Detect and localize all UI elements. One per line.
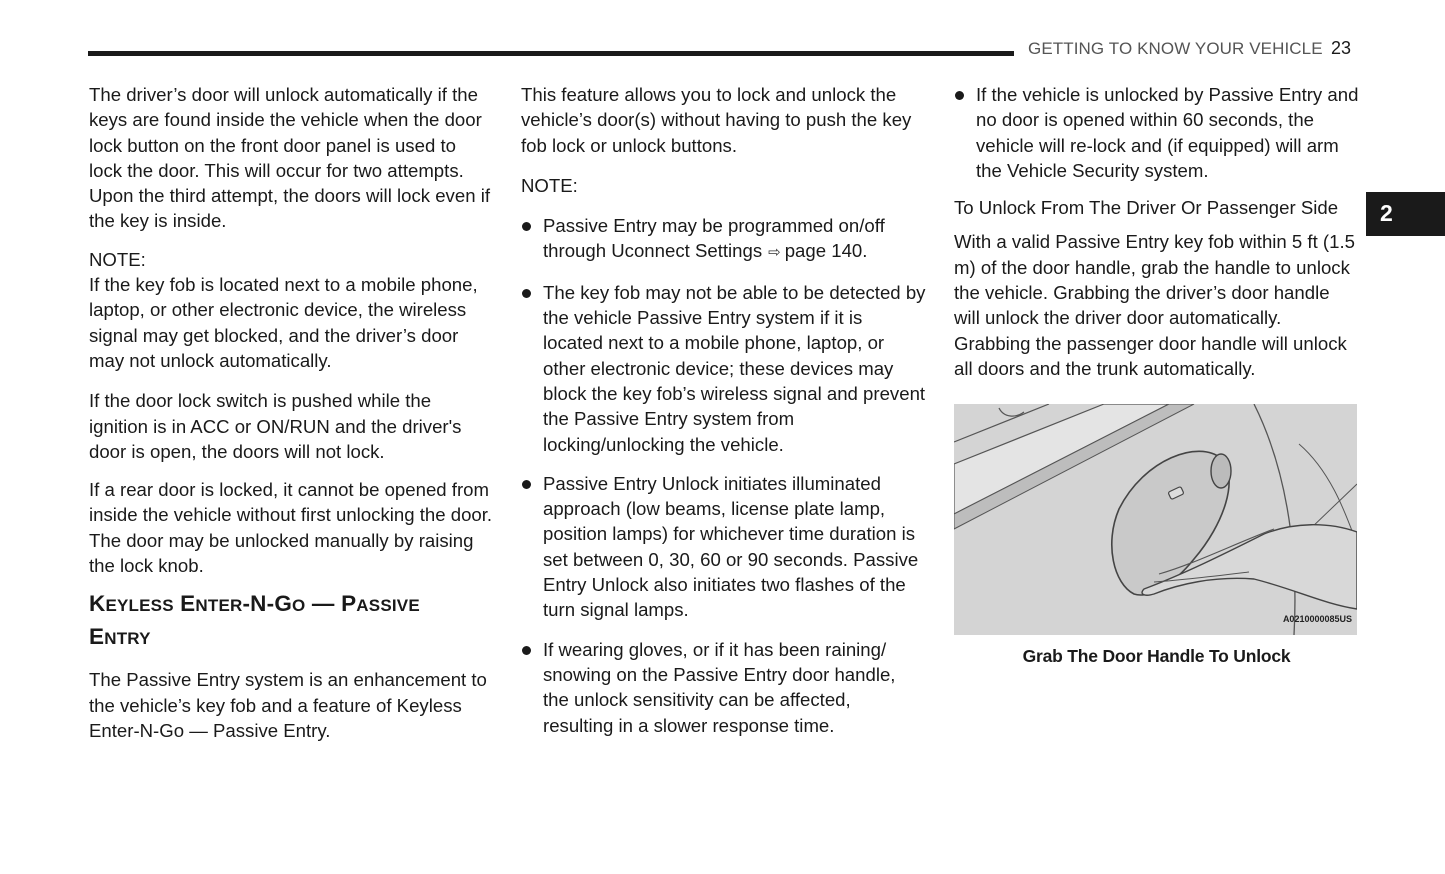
bullet-icon [955, 91, 964, 100]
page-reference-link[interactable]: page 140. [784, 240, 868, 262]
bullet-icon [522, 480, 531, 489]
col2-note-label: NOTE: [521, 174, 578, 196]
col2-paragraph-1: This feature allows you to lock and unlock the vehicle’s door(s) without having to push the key fob lock or unlock buttons. [521, 84, 912, 156]
column-1 [89, 82, 494, 743]
bullet-icon [522, 222, 531, 231]
figure-caption: Grab The Door Handle To Unlock [1022, 646, 1291, 667]
list-item: If the vehicle is unlocked by Passive Entry and no door is opened within 60 seconds, the vehicle will re-lock and (if equipped) will arm the Vehicle Security system. [954, 82, 1359, 183]
column-2 [521, 82, 926, 752]
door-handle-illustration [954, 404, 1357, 635]
page-number: 23 [1331, 38, 1352, 58]
col1-paragraph-3: If a rear door is locked, it cannot be opened from inside the vehicle without first unlocking the door. The door may be unlocked manually by raising the lock knob. [89, 479, 493, 577]
col1-paragraph-2: If the door lock switch is pushed while the ignition is in ACC or ON/RUN and the driver's door is open, the doors will not lock. [89, 390, 462, 462]
chapter-tab [1366, 192, 1445, 236]
column-3 [954, 82, 1359, 670]
bullet-icon [522, 289, 531, 298]
page-reference-arrow-icon: ⇨ [768, 244, 781, 262]
running-head: GETTING TO KNOW YOUR VEHICLE [1028, 39, 1323, 58]
bullet-icon [522, 646, 531, 655]
figure-code: A0210000085US [1282, 613, 1352, 624]
col1-paragraph-4: The Passive Entry system is an enhancement to the vehicle’s key fob and a feature of Keyless Enter-N-Go — Passive Entry. [89, 669, 487, 741]
list-item: The key fob may not be able to be detected by the vehicle Passive Entry system if it is located next to a mobile phone, laptop, or other electronic device; these devices may block the key fob’s wireless signal and prevent the Passive Entry system from locking/unlocking the vehicle. [521, 280, 926, 457]
col1-paragraph-1: The driver’s door will unlock automatically if the keys are found inside the vehicle when the door lock button on the front door panel is used to lock the door. This will occur for two attempts. Upon the third attempt, the doors will lock even if the key is inside. [89, 84, 491, 232]
chapter-tab-number: 2 [1380, 200, 1393, 226]
section-heading: KEYLESS ENTER-N-GO — PASSIVE ENTRY [89, 591, 420, 650]
col2-bullet-list [521, 213, 926, 738]
col1-note-text: If the key fob is located next to a mobile phone, laptop, or other electronic device, the wireless signal may get blocked, and the driver’s door may not unlock automatically. [89, 274, 478, 371]
col3-paragraph-1: With a valid Passive Entry key fob within 5 ft (1.5 m) of the door handle, grab the handle to unlock the vehicle. Grabbing the driver’s door handle will unlock the driver door automatically. Grabbing the passenger door handle will unlock all doors and the trunk automatically. [954, 231, 1355, 379]
col3-bullet-list [954, 82, 1359, 183]
col1-note-label: NOTE: [89, 248, 146, 270]
list-item: Passive Entry Unlock initiates illuminated approach (low beams, license plate lamp, position lamps) for whichever time duration is set between 0, 30, 60 or 90 seconds. Passive Entry Unlock also initiates two flashes of the turn signal lamps. [521, 471, 926, 623]
door-handle-drawing [954, 404, 1357, 635]
list-item: Passive Entry may be programmed on/off through Uconnect Settings ⇨ page 140. [521, 213, 926, 266]
header-rule [88, 51, 1014, 56]
list-item: If wearing gloves, or if it has been raining/ snowing on the Passive Entry door handle, the unlock sensitivity can be affected, resulting in a slower response time. [521, 637, 926, 738]
subheading: To Unlock From The Driver Or Passenger Side [954, 197, 1339, 219]
